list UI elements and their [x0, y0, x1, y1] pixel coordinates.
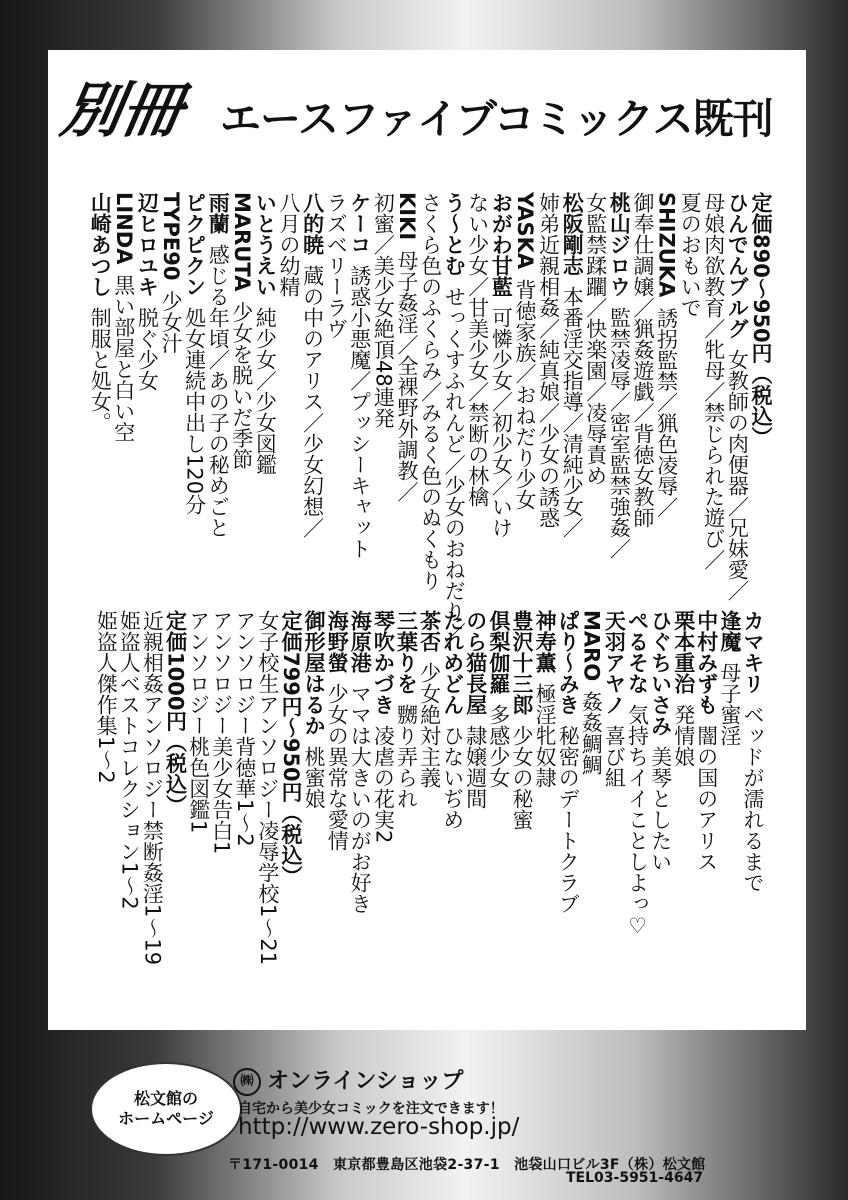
work-titles: 感じる年頃／あの子の秘めごと [206, 244, 231, 538]
catalog-column [207, 192, 229, 538]
author-name: YASKA [513, 192, 537, 270]
work-titles: 少女の異常な愛情 [325, 683, 350, 851]
work-titles: 気持ちイイことしよっ♡ [625, 704, 650, 938]
catalog-column [325, 192, 347, 339]
catalog-column [211, 610, 233, 854]
catalog-column [278, 192, 300, 297]
author-name: MARO [579, 610, 604, 682]
homepage-line2: ホームページ [118, 1109, 214, 1128]
catalog-column [726, 192, 748, 601]
shop-subtitle: 自宅から美少女コミックを注文できます！ [238, 1101, 504, 1117]
catalog-column [234, 610, 256, 847]
work-titles: 凌虐の花実2 [371, 725, 396, 844]
catalog-column [742, 610, 764, 893]
author-name: 茶否 [417, 610, 442, 652]
author-name: 八的暁 [300, 192, 325, 255]
homepage-line1: 松文館の [133, 1089, 198, 1108]
author-name: ピクピクン [182, 192, 207, 297]
catalog-column [580, 610, 602, 775]
author-name: 雨蘭 [206, 192, 231, 234]
catalog-column [514, 192, 536, 510]
author-name: 御形屋はるか [302, 610, 327, 736]
catalog-column [95, 610, 117, 784]
author-name: 豊沢十三郎 [510, 610, 534, 715]
catalog-column [419, 610, 441, 788]
work-titles: 夏のおもいで [678, 192, 703, 318]
author-name: おがわ甘藍 [489, 192, 514, 297]
work-titles: せっくすふれんど／少女のおねだり／ [442, 286, 467, 643]
catalog-column [303, 610, 325, 809]
catalog-column [420, 192, 442, 591]
catalog-column [372, 610, 394, 843]
catalog-column [184, 192, 206, 515]
catalog-column [326, 610, 348, 851]
work-titles: 本番淫交指導／清純少女／ [560, 286, 585, 538]
author-name: ひんでんブルグ [725, 192, 750, 339]
work-titles: 母娘肉欲教育／牝母／禁じられた遊び／ [701, 192, 726, 570]
work-titles: 隷嬢週間 [463, 725, 488, 809]
author-name: 天羽アヤノ [602, 610, 627, 715]
author-name: 山崎あつし [88, 192, 113, 297]
work-titles: さくら色のふくらみ／みるく色のぬくもり [418, 192, 443, 591]
author-name: 桃山ジロウ [607, 192, 632, 297]
author-name: 逢魔 [717, 610, 742, 652]
footer [48, 1040, 806, 1190]
work-titles: ママは大きいのがお好き [348, 683, 373, 914]
author-name: 海野螢 [325, 610, 350, 673]
author-name: のら猫長屋 [463, 610, 488, 715]
work-titles: 監禁凌辱／密室監禁強姦／ [607, 307, 632, 559]
catalog-column [703, 192, 725, 570]
work-titles: 秘密のデートクラブ [556, 725, 581, 914]
work-titles: 八月の幼精 [277, 192, 301, 297]
catalog-column [650, 610, 672, 872]
author-name: 琴吹かづき [371, 610, 396, 715]
work-titles: 少女絶対主義 [417, 662, 442, 788]
work-titles: 純少女／少女図鑑 [253, 307, 278, 475]
homepage-badge[interactable] [90, 1062, 242, 1156]
page-title: エースファイブコミックス既刊 [220, 95, 773, 143]
work-titles: 処女連続中出し120分 [182, 307, 207, 516]
work-titles: 制服と処女。 [88, 307, 113, 433]
catalog-column [656, 192, 678, 517]
author-name: 松阪剛志 [560, 192, 585, 276]
author-name: KIKI [395, 192, 419, 241]
work-titles: 闇の国のアリス [694, 725, 719, 872]
work-titles: 誘拐監禁／猟色凌辱／ [654, 307, 679, 518]
author-name: ぺるそな [625, 610, 650, 694]
author-name: 中村みずも [694, 610, 719, 715]
work-titles: 発情娘 [671, 704, 696, 767]
work-titles: 少女を脱いだ季節 [229, 301, 254, 470]
work-titles: 母子蜜淫 [717, 662, 742, 746]
catalog-column [231, 192, 253, 469]
work-titles: 極淫牝奴隷 [533, 683, 558, 788]
author-name: SHIZUKA [654, 192, 679, 298]
work-titles: ない少女／甘美少女／禁断の林檎 [465, 192, 490, 507]
catalog-column [136, 192, 158, 391]
work-titles: 喜び組 [602, 725, 627, 788]
work-titles: アンソロジー桃色図鑑1 [186, 610, 211, 834]
author-name: ひぐちいさみ [648, 610, 673, 736]
work-titles: 女監禁蹂躙／快楽園／凌辱責め [583, 192, 608, 486]
catalog-column [372, 192, 394, 429]
catalog-column [349, 192, 371, 559]
shop-title-text: オンラインショップ [267, 1069, 464, 1094]
catalog-column [467, 192, 489, 507]
catalog-column [511, 610, 533, 830]
work-titles: 黒い部屋と白い空 [111, 274, 136, 443]
online-shop-title [233, 1064, 463, 1096]
catalog-column [349, 610, 371, 914]
work-titles: 女教師の肉便器／兄妹愛／ [725, 349, 750, 601]
author-name: TYPE90 [159, 192, 183, 281]
catalog-column [603, 610, 625, 788]
catalog-column [188, 610, 210, 833]
catalog-column [442, 610, 464, 830]
catalog-column [254, 192, 276, 475]
work-titles: アンソロジー美少女告白1 [209, 610, 234, 855]
work-titles: 蔵の中のアリス／少女幻想／ [300, 265, 325, 538]
catalog-column [679, 192, 701, 318]
author-name: ケーコ [347, 192, 372, 255]
company-telephone: TEL03-5951-4647 [566, 1170, 704, 1186]
work-titles: 背徳家族／おねだり少女 [513, 279, 537, 511]
author-name: LINDA [111, 192, 136, 265]
catalog-column [257, 610, 279, 965]
author-name: う〜とむ [442, 192, 467, 276]
author-name: 辺ヒロユキ [135, 192, 160, 297]
work-titles: 姫盗人傑作集1〜2 [94, 610, 119, 784]
author-name: 栗本重治 [671, 610, 696, 694]
catalog-column [490, 192, 512, 538]
catalog-column [89, 192, 111, 433]
work-titles: 姉弟近親相姦／純真娘／少女の誘惑 [536, 192, 561, 528]
catalog-column [534, 610, 556, 788]
catalog-column [488, 610, 510, 788]
author-name: 倶梨伽羅 [486, 610, 511, 694]
work-titles: 脱ぐ少女 [135, 307, 160, 391]
catalog-column [160, 192, 182, 354]
author-name: カマキリ [741, 610, 765, 694]
catalog-column [165, 610, 187, 815]
work-titles: 御奉仕調嬢／猟姦遊戯／背徳女教師 [631, 192, 655, 528]
catalog-column [118, 610, 140, 910]
work-titles: 姫盗人ベストコレクション1〜2 [117, 610, 142, 910]
work-titles: 初蜜／美少女絶頂48連発 [371, 192, 396, 429]
work-titles: 姦姦鯛鯛 [579, 691, 604, 776]
catalog-column [396, 192, 418, 502]
author-name: ぱり〜みき [556, 610, 581, 715]
author-name: 定価1000円（税込） [163, 610, 188, 816]
catalog-column [538, 192, 560, 528]
author-name: MARUTA [229, 192, 254, 292]
catalog-column [632, 192, 654, 528]
catalog-column [141, 610, 163, 965]
catalog-column [302, 192, 324, 538]
work-titles: 嬲り弄られ [394, 704, 419, 809]
work-titles: 女子校生アンソロジー凌辱学校1〜21 [255, 610, 280, 966]
catalog-column [585, 192, 607, 486]
catalog-column [557, 610, 579, 914]
work-titles: 多感少女 [486, 704, 511, 788]
author-name: 神寿薫 [533, 610, 558, 673]
author-name: 海原港 [348, 610, 373, 673]
author-name: たれめどん [440, 610, 465, 715]
catalog-column [750, 192, 772, 448]
work-titles: 近親相姦アンソロジー禁断姦淫1〜19 [140, 610, 165, 966]
work-titles: 美琴としたい [648, 746, 673, 872]
bessatsu-logo: 別冊 [55, 76, 189, 146]
work-titles: アンソロジー背徳華1〜2 [232, 610, 257, 847]
company-address: 〒171-0014 東京都豊島区池袋2-37-1 池袋山口ビル3F（株）松文館 [228, 1157, 706, 1173]
work-titles: 可憐少女／初少女／いけ [489, 307, 514, 538]
shop-url-link[interactable]: http://www.zero-shop.jp/ [238, 1114, 520, 1140]
author-name: 定価890〜950円（税込） [749, 192, 773, 448]
catalog-column [113, 192, 135, 442]
catalog-column [280, 610, 302, 887]
catalog-column [396, 610, 418, 809]
work-titles: 少女汁 [159, 290, 183, 354]
author-name: いとうえい [253, 192, 278, 297]
work-titles: 母子姦淫／全裸野外調教／ [395, 250, 419, 503]
catalog-column [673, 610, 695, 767]
work-titles: ラズベリーラヴ [324, 192, 349, 339]
work-titles: 誘惑小悪魔／プッシーキャット [347, 265, 372, 559]
author-name: 定価799円〜950円（税込） [279, 610, 303, 887]
catalog-column [696, 610, 718, 872]
author-name: 三葉りを [394, 610, 419, 694]
company-mark-icon: ㈱ [233, 1068, 261, 1096]
catalog-column [719, 610, 741, 746]
catalog-column [443, 192, 465, 643]
work-titles: 少女の秘蜜 [510, 725, 534, 830]
catalog-column [465, 610, 487, 809]
work-titles: ひないぢめ [440, 725, 465, 830]
work-titles: 桃蜜娘 [302, 746, 327, 809]
catalog-column [627, 610, 649, 938]
catalog-column [561, 192, 583, 538]
work-titles: ベッドが濡れるまで [741, 704, 765, 893]
header [55, 70, 797, 160]
catalog-column [608, 192, 630, 559]
